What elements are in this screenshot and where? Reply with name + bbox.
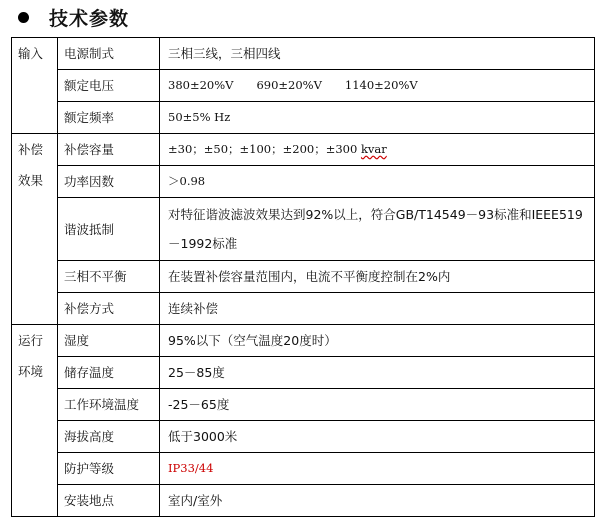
param-value: 380±20%V 690±20%V 1140±20%V xyxy=(160,70,595,102)
table-row xyxy=(12,261,595,293)
table-row xyxy=(12,38,595,70)
table-row xyxy=(12,166,595,198)
param-label: 安装地点 xyxy=(58,485,160,517)
table-row xyxy=(12,421,595,453)
category-input: 输入 xyxy=(12,38,58,134)
param-value: ＞0.98 xyxy=(160,166,595,198)
table-row xyxy=(12,198,595,261)
param-label: 湿度 xyxy=(58,325,160,357)
table-row xyxy=(12,325,595,357)
param-value: IP33/44 xyxy=(160,453,595,485)
param-value: 对特征谐波滤波效果达到92%以上，符合GB/T14549－93标准和IEEE519－1992标准 xyxy=(160,198,595,261)
param-value: 95%以下（空气温度20度时） xyxy=(160,325,595,357)
table-row xyxy=(12,134,595,166)
param-value: 三相三线，三相四线 xyxy=(160,38,595,70)
param-value: 连续补偿 xyxy=(160,293,595,325)
category-environment: 运行 环境 xyxy=(12,325,58,517)
category-compensation: 补偿 效果 xyxy=(12,134,58,325)
tech-params-table xyxy=(11,37,595,517)
param-value: 50±5% Hz xyxy=(160,102,595,134)
param-value: 25－85度 xyxy=(160,357,595,389)
bullet-icon xyxy=(18,12,29,23)
param-value: -25－65度 xyxy=(160,389,595,421)
table-row xyxy=(12,102,595,134)
param-label: 防护等级 xyxy=(58,453,160,485)
param-label: 储存温度 xyxy=(58,357,160,389)
table-row xyxy=(12,453,595,485)
param-value: 在装置补偿容量范围内，电流不平衡度控制在2%内 xyxy=(160,261,595,293)
table-row xyxy=(12,485,595,517)
param-label: 海拔高度 xyxy=(58,421,160,453)
param-label: 功率因数 xyxy=(58,166,160,198)
param-value: ±30；±50；±100；±200；±300 kvar xyxy=(160,134,595,166)
table-row xyxy=(12,357,595,389)
param-label: 工作环境温度 xyxy=(58,389,160,421)
section-title: 技术参数 xyxy=(49,7,130,30)
param-label: 额定频率 xyxy=(58,102,160,134)
param-label: 三相不平衡 xyxy=(58,261,160,293)
param-label: 电源制式 xyxy=(58,38,160,70)
param-label: 额定电压 xyxy=(58,70,160,102)
param-value: 低于3000米 xyxy=(160,421,595,453)
param-label: 补偿容量 xyxy=(58,134,160,166)
table-row xyxy=(12,70,595,102)
table-row xyxy=(12,389,595,421)
param-value: 室内/室外 xyxy=(160,485,595,517)
param-label: 谐波抵制 xyxy=(58,198,160,261)
table-row xyxy=(12,293,595,325)
section-heading xyxy=(18,3,129,31)
param-label: 补偿方式 xyxy=(58,293,160,325)
unit-label: kvar xyxy=(360,142,387,156)
